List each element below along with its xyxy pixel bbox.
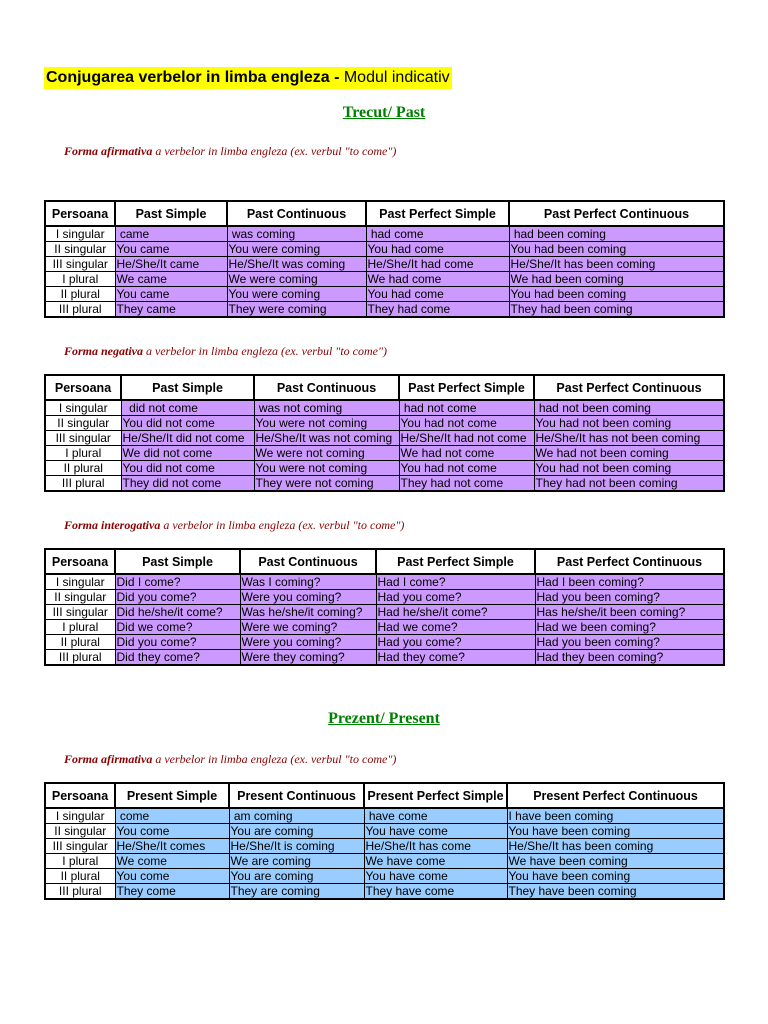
- conjugation-cell: They had not come: [399, 476, 534, 492]
- column-header-persoana: Persoana: [45, 201, 115, 226]
- table-row: [45, 869, 724, 884]
- conjugation-cell: We have come: [364, 854, 507, 869]
- conjugation-cell: He/She/It had come: [366, 257, 509, 272]
- conjugation-cell: You have come: [364, 824, 507, 839]
- conjugation-cell: Had they come?: [376, 650, 535, 666]
- conjugation-cell: He/She/It came: [115, 257, 227, 272]
- conjugation-cell: Were you coming?: [240, 635, 376, 650]
- column-header-persoana: Persoana: [45, 783, 115, 808]
- table-row: [45, 824, 724, 839]
- person-cell: II plural: [45, 869, 115, 884]
- column-header-persoana: Persoana: [45, 375, 121, 400]
- table-row: [45, 400, 724, 416]
- person-cell: I singular: [45, 808, 115, 824]
- intro-present-affirmative: [64, 752, 396, 767]
- person-cell: I singular: [45, 226, 115, 242]
- conjugation-cell: You had come: [366, 287, 509, 302]
- table-row: [45, 287, 724, 302]
- person-cell: I plural: [45, 854, 115, 869]
- table-row: [45, 574, 724, 590]
- column-header-tense: Past Perfect Simple: [376, 549, 535, 574]
- conjugation-cell: You have been coming: [507, 824, 724, 839]
- person-cell: I singular: [45, 574, 115, 590]
- person-cell: II singular: [45, 242, 115, 257]
- column-header-tense: Past Continuous: [240, 549, 376, 574]
- conjugation-cell: We were coming: [227, 272, 366, 287]
- conjugation-cell: He/She/It has been coming: [509, 257, 724, 272]
- table-past-negative: [44, 374, 725, 492]
- conjugation-cell: They had been coming: [509, 302, 724, 318]
- person-cell: II plural: [45, 461, 121, 476]
- table-row: [45, 620, 724, 635]
- column-header-tense: Past Perfect Continuous: [509, 201, 724, 226]
- conjugation-cell: He/She/It comes: [115, 839, 229, 854]
- table-row: [45, 605, 724, 620]
- conjugation-cell: He/She/It was coming: [227, 257, 366, 272]
- intro-keyword: Forma afirmativa: [64, 752, 153, 766]
- table-row: [45, 431, 724, 446]
- conjugation-cell: am coming: [229, 808, 364, 824]
- conjugation-cell: He/She/It was not coming: [254, 431, 399, 446]
- column-header-tense: Present Perfect Continuous: [507, 783, 724, 808]
- section-heading-past: Trecut/ Past: [342, 104, 426, 121]
- conjugation-cell: They have been coming: [507, 884, 724, 900]
- conjugation-cell: You had not come: [399, 461, 534, 476]
- table-row: [45, 839, 724, 854]
- conjugation-cell: You came: [115, 242, 227, 257]
- column-header-tense: Past Simple: [121, 375, 254, 400]
- person-cell: I plural: [45, 446, 121, 461]
- conjugation-cell: was not coming: [254, 400, 399, 416]
- table-row: [45, 590, 724, 605]
- section-heading-present: Prezent/ Present: [328, 710, 440, 727]
- column-header-tense: Present Simple: [115, 783, 229, 808]
- conjugation-cell: Did we come?: [115, 620, 240, 635]
- conjugation-cell: came: [115, 226, 227, 242]
- column-header-tense: Past Simple: [115, 549, 240, 574]
- title-main: Conjugarea verbelor in limba engleza -: [46, 69, 340, 86]
- conjugation-cell: We come: [115, 854, 229, 869]
- conjugation-cell: You did not come: [121, 461, 254, 476]
- intro-text: a verbelor in limba engleza (ex. verbul "to come"): [160, 518, 405, 532]
- conjugation-cell: They have come: [364, 884, 507, 900]
- conjugation-cell: He/She/It did not come: [121, 431, 254, 446]
- person-cell: I plural: [45, 272, 115, 287]
- conjugation-cell: You were not coming: [254, 461, 399, 476]
- conjugation-cell: Were we coming?: [240, 620, 376, 635]
- conjugation-cell: You had been coming: [509, 242, 724, 257]
- person-cell: III singular: [45, 431, 121, 446]
- table-row: [45, 650, 724, 666]
- table-row: [45, 808, 724, 824]
- intro-keyword: Forma negativa: [64, 344, 144, 358]
- conjugation-cell: Had you been coming?: [535, 590, 724, 605]
- conjugation-cell: Had you come?: [376, 635, 535, 650]
- conjugation-cell: We were not coming: [254, 446, 399, 461]
- table-row: [45, 257, 724, 272]
- conjugation-cell: You had not been coming: [534, 416, 724, 431]
- conjugation-cell: Did I come?: [115, 574, 240, 590]
- conjugation-cell: had not come: [399, 400, 534, 416]
- conjugation-cell: You were coming: [227, 287, 366, 302]
- person-cell: II singular: [45, 590, 115, 605]
- conjugation-cell: They come: [115, 884, 229, 900]
- conjugation-cell: He/She/It has been coming: [507, 839, 724, 854]
- conjugation-cell: Was I coming?: [240, 574, 376, 590]
- conjugation-cell: He/She/It has not been coming: [534, 431, 724, 446]
- person-cell: I plural: [45, 620, 115, 635]
- table-row: [45, 416, 724, 431]
- conjugation-cell: Were you coming?: [240, 590, 376, 605]
- conjugation-cell: Did you come?: [115, 590, 240, 605]
- table-row: [45, 635, 724, 650]
- conjugation-cell: Had I been coming?: [535, 574, 724, 590]
- person-cell: II singular: [45, 824, 115, 839]
- conjugation-cell: You are coming: [229, 824, 364, 839]
- table-past-interrogative: [44, 548, 725, 666]
- conjugation-cell: Had he/she/it come?: [376, 605, 535, 620]
- conjugation-cell: Did you come?: [115, 635, 240, 650]
- conjugation-cell: We had not come: [399, 446, 534, 461]
- conjugation-cell: We are coming: [229, 854, 364, 869]
- conjugation-cell: We had come: [366, 272, 509, 287]
- conjugation-cell: Had I come?: [376, 574, 535, 590]
- column-header-tense: Past Simple: [115, 201, 227, 226]
- intro-text: a verbelor in limba engleza (ex. verbul "to come"): [152, 144, 397, 158]
- person-cell: III plural: [45, 476, 121, 492]
- title-sub: Modul indicativ: [339, 69, 450, 86]
- intro-past-negative: [64, 344, 387, 359]
- column-header-tense: Present Perfect Simple: [364, 783, 507, 808]
- table-row: [45, 272, 724, 287]
- conjugation-cell: Were they coming?: [240, 650, 376, 666]
- conjugation-cell: had been coming: [509, 226, 724, 242]
- conjugation-cell: You had not been coming: [534, 461, 724, 476]
- intro-past-interrogative: [64, 518, 404, 533]
- conjugation-cell: You come: [115, 869, 229, 884]
- conjugation-cell: They had not been coming: [534, 476, 724, 492]
- conjugation-cell: You were coming: [227, 242, 366, 257]
- column-header-tense: Past Continuous: [227, 201, 366, 226]
- conjugation-cell: You came: [115, 287, 227, 302]
- conjugation-cell: He/She/It is coming: [229, 839, 364, 854]
- conjugation-cell: did not come: [121, 400, 254, 416]
- conjugation-cell: They were coming: [227, 302, 366, 318]
- person-cell: II plural: [45, 635, 115, 650]
- conjugation-cell: had not been coming: [534, 400, 724, 416]
- table-row: [45, 476, 724, 492]
- conjugation-cell: We had been coming: [509, 272, 724, 287]
- conjugation-cell: You come: [115, 824, 229, 839]
- person-cell: III plural: [45, 650, 115, 666]
- conjugation-cell: You did not come: [121, 416, 254, 431]
- conjugation-cell: We had not been coming: [534, 446, 724, 461]
- conjugation-cell: We have been coming: [507, 854, 724, 869]
- conjugation-cell: They did not come: [121, 476, 254, 492]
- column-header-persoana: Persoana: [45, 549, 115, 574]
- table-present-affirmative: [44, 782, 725, 900]
- conjugation-cell: was coming: [227, 226, 366, 242]
- conjugation-cell: You have come: [364, 869, 507, 884]
- table-row: [45, 302, 724, 318]
- intro-text: a verbelor in limba engleza (ex. verbul "to come"): [152, 752, 397, 766]
- column-header-tense: Past Perfect Simple: [366, 201, 509, 226]
- conjugation-cell: Had we come?: [376, 620, 535, 635]
- document-title: [44, 67, 452, 89]
- person-cell: II plural: [45, 287, 115, 302]
- conjugation-cell: have come: [364, 808, 507, 824]
- column-header-tense: Past Perfect Simple: [399, 375, 534, 400]
- conjugation-cell: We came: [115, 272, 227, 287]
- conjugation-cell: Had you come?: [376, 590, 535, 605]
- column-header-tense: Past Continuous: [254, 375, 399, 400]
- table-row: [45, 226, 724, 242]
- conjugation-cell: They are coming: [229, 884, 364, 900]
- table-row: [45, 884, 724, 900]
- conjugation-cell: Has he/she/it been coming?: [535, 605, 724, 620]
- intro-keyword: Forma afirmativa: [64, 144, 153, 158]
- conjugation-cell: had come: [366, 226, 509, 242]
- conjugation-cell: You had been coming: [509, 287, 724, 302]
- conjugation-cell: You had come: [366, 242, 509, 257]
- intro-past-affirmative: [64, 144, 396, 159]
- conjugation-cell: You have been coming: [507, 869, 724, 884]
- conjugation-cell: Had they been coming?: [535, 650, 724, 666]
- conjugation-cell: We did not come: [121, 446, 254, 461]
- conjugation-cell: I have been coming: [507, 808, 724, 824]
- table-past-affirmative: [44, 200, 725, 318]
- conjugation-cell: He/She/It had not come: [399, 431, 534, 446]
- conjugation-cell: They had come: [366, 302, 509, 318]
- conjugation-cell: come: [115, 808, 229, 824]
- table-row: [45, 242, 724, 257]
- person-cell: III singular: [45, 839, 115, 854]
- person-cell: III plural: [45, 884, 115, 900]
- conjugation-cell: They came: [115, 302, 227, 318]
- conjugation-cell: They were not coming: [254, 476, 399, 492]
- table-row: [45, 446, 724, 461]
- conjugation-cell: Had we been coming?: [535, 620, 724, 635]
- conjugation-cell: You had not come: [399, 416, 534, 431]
- intro-keyword: Forma interogativa: [64, 518, 161, 532]
- table-row: [45, 854, 724, 869]
- conjugation-cell: Did he/she/it come?: [115, 605, 240, 620]
- person-cell: I singular: [45, 400, 121, 416]
- conjugation-cell: You are coming: [229, 869, 364, 884]
- column-header-tense: Past Perfect Continuous: [534, 375, 724, 400]
- intro-text: a verbelor in limba engleza (ex. verbul "to come"): [143, 344, 388, 358]
- person-cell: III singular: [45, 605, 115, 620]
- conjugation-cell: He/She/It has come: [364, 839, 507, 854]
- person-cell: III singular: [45, 257, 115, 272]
- table-row: [45, 461, 724, 476]
- person-cell: II singular: [45, 416, 121, 431]
- conjugation-cell: Was he/she/it coming?: [240, 605, 376, 620]
- column-header-tense: Past Perfect Continuous: [535, 549, 724, 574]
- conjugation-cell: Did they come?: [115, 650, 240, 666]
- conjugation-cell: Had you been coming?: [535, 635, 724, 650]
- conjugation-cell: You were not coming: [254, 416, 399, 431]
- person-cell: III plural: [45, 302, 115, 318]
- column-header-tense: Present Continuous: [229, 783, 364, 808]
